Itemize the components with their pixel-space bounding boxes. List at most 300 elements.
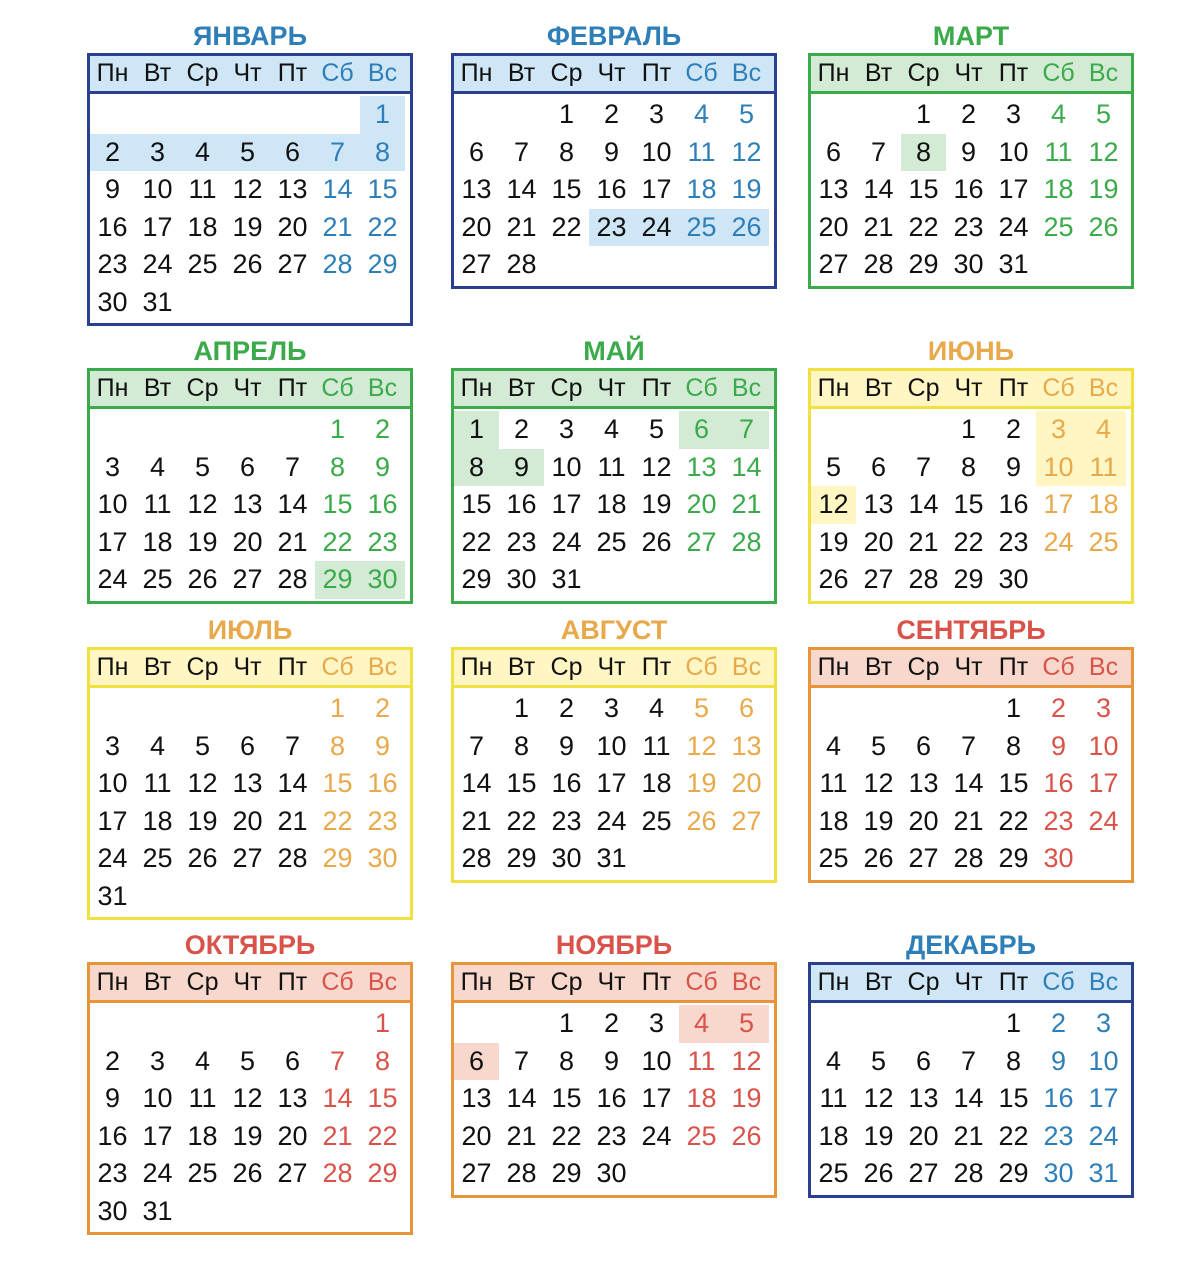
day-cell: 4 <box>693 99 710 129</box>
day-cell: 17 <box>97 805 128 836</box>
empty-cell <box>225 96 270 134</box>
weekday-label: Пн <box>96 59 129 87</box>
day-cell: 18 <box>641 768 672 798</box>
month-grid <box>808 962 1134 1198</box>
day-cell: 28 <box>461 843 492 873</box>
weekday-header <box>811 650 1131 688</box>
day-cell: 17 <box>641 1083 672 1113</box>
day-cell: 1 <box>915 99 932 129</box>
empty-cell <box>360 1193 405 1231</box>
day-cell: 1 <box>558 1008 575 1038</box>
week-row <box>811 411 1131 449</box>
day-cell: 7 <box>960 730 977 761</box>
day-cell: 14 <box>461 768 492 798</box>
day-cell: 24 <box>142 1158 173 1188</box>
weekday-label: Вс <box>367 59 398 87</box>
week-row <box>454 840 774 878</box>
weekday-header <box>454 650 774 688</box>
week-row <box>811 728 1131 766</box>
week-row <box>454 411 774 449</box>
day-cell: 6 <box>915 1045 932 1076</box>
day-cell: 9 <box>1050 1045 1067 1076</box>
day-cell: 29 <box>322 843 353 873</box>
day-cell: 5 <box>648 414 665 444</box>
week-row <box>90 1005 410 1043</box>
day-cell: 2 <box>1050 693 1067 723</box>
day-cell: 24 <box>1088 1120 1119 1151</box>
empty-cell <box>634 840 679 878</box>
weekday-label: Сб <box>685 968 718 996</box>
day-cell: 16 <box>1043 768 1074 798</box>
day-cell: 14 <box>731 451 762 482</box>
day-cell: 26 <box>232 1158 263 1188</box>
empty-cell <box>634 561 679 599</box>
day-cell: 12 <box>863 768 894 798</box>
day-cell: 15 <box>322 489 353 519</box>
day-cell: 12 <box>187 489 218 519</box>
day-cell: 8 <box>454 449 499 487</box>
day-cell: 18 <box>1088 489 1119 519</box>
day-cell: 14 <box>322 174 353 204</box>
weekday-label: Сб <box>321 374 354 402</box>
day-cell: 21 <box>953 805 984 836</box>
week-row <box>811 1080 1131 1118</box>
empty-cell <box>856 1005 901 1043</box>
week-row <box>454 1118 774 1156</box>
week-row <box>811 486 1131 524</box>
day-cell: 4 <box>149 730 166 761</box>
empty-cell <box>180 690 225 728</box>
empty-cell <box>315 284 360 322</box>
weekday-header <box>811 965 1131 1003</box>
week-row <box>90 246 410 284</box>
month-title: ФЕВРАЛЬ <box>546 21 682 51</box>
day-cell: 28 <box>277 843 308 873</box>
week-row <box>454 524 774 562</box>
day-cell: 8 <box>1005 730 1022 761</box>
day-cell: 22 <box>551 1120 582 1151</box>
month-grid <box>87 647 413 920</box>
weekday-label: Чт <box>954 59 983 87</box>
day-cell: 30 <box>596 1158 627 1188</box>
day-cell: 9 <box>1005 451 1022 482</box>
day-cell: 16 <box>596 1083 627 1113</box>
day-cell: 27 <box>731 805 762 836</box>
day-cell: 19 <box>731 174 762 204</box>
day-cell: 13 <box>686 451 717 482</box>
weekday-label: Пт <box>641 653 672 681</box>
month-title: НОЯБРЬ <box>555 930 673 960</box>
empty-cell <box>724 840 769 878</box>
day-cell: 3 <box>104 730 121 761</box>
week-row <box>811 840 1131 878</box>
day-cell: 29 <box>551 1158 582 1188</box>
day-cell: 13 <box>232 489 263 519</box>
day-cell: 7 <box>284 730 301 761</box>
day-cell: 13 <box>731 730 762 761</box>
day-cell: 19 <box>1088 174 1119 204</box>
day-cell: 25 <box>641 805 672 836</box>
empty-cell <box>634 246 679 284</box>
empty-cell <box>180 284 225 322</box>
empty-cell <box>811 96 856 134</box>
day-cell: 3 <box>149 1045 166 1076</box>
empty-cell <box>225 1193 270 1231</box>
day-cell: 22 <box>322 526 353 557</box>
day-cell: 6 <box>270 134 315 172</box>
week-row <box>90 134 410 172</box>
day-cell: 3 <box>558 414 575 444</box>
day-cell: 20 <box>461 211 492 242</box>
day-cell: 6 <box>870 451 887 482</box>
day-cell: 24 <box>641 1120 672 1151</box>
day-cell: 10 <box>142 1083 173 1113</box>
weekday-label: Вс <box>1088 59 1119 87</box>
day-cell: 16 <box>551 768 582 798</box>
day-cell: 24 <box>97 564 128 594</box>
weekday-label: Чт <box>233 374 262 402</box>
day-cell: 16 <box>367 768 398 798</box>
day-cell: 23 <box>97 249 128 279</box>
day-cell: 17 <box>641 174 672 204</box>
weekday-label: Пн <box>460 968 493 996</box>
day-cell: 18 <box>187 211 218 242</box>
day-cell: 10 <box>1088 1045 1119 1076</box>
day-cell: 10 <box>97 489 128 519</box>
weekday-label: Вт <box>143 59 172 87</box>
day-cell: 1 <box>454 411 499 449</box>
month-title: ИЮЛЬ <box>207 615 293 645</box>
day-cell: 7 <box>513 136 530 167</box>
day-cell: 14 <box>506 174 537 204</box>
day-cell: 28 <box>277 564 308 594</box>
day-cell: 19 <box>686 768 717 798</box>
day-cell: 8 <box>901 134 946 172</box>
empty-cell <box>811 411 856 449</box>
empty-cell <box>90 411 135 449</box>
weekday-label: Вс <box>367 374 398 402</box>
day-cell: 25 <box>142 843 173 873</box>
empty-cell <box>270 96 315 134</box>
empty-cell <box>589 561 634 599</box>
day-cell: 29 <box>998 1158 1029 1188</box>
day-cell: 19 <box>731 1083 762 1113</box>
day-cell: 9 <box>104 174 121 204</box>
empty-cell <box>724 246 769 284</box>
empty-cell <box>1036 246 1081 284</box>
day-cell: 17 <box>97 526 128 557</box>
empty-cell <box>901 1005 946 1043</box>
week-row <box>454 96 774 134</box>
weekday-label: Пн <box>460 653 493 681</box>
weekday-label: Вт <box>864 653 893 681</box>
month-grid <box>451 647 777 883</box>
day-cell: 22 <box>908 211 939 242</box>
weekday-label: Чт <box>597 374 626 402</box>
day-cell: 25 <box>187 249 218 279</box>
day-cell: 19 <box>863 1120 894 1151</box>
day-cell: 11 <box>1081 449 1126 487</box>
day-cell: 15 <box>551 1083 582 1113</box>
empty-cell <box>1036 561 1081 599</box>
empty-cell <box>270 1005 315 1043</box>
day-cell: 22 <box>998 1120 1029 1151</box>
day-cell: 12 <box>1088 136 1119 167</box>
week-row <box>811 1118 1131 1156</box>
day-cell: 1 <box>1005 1008 1022 1038</box>
weekday-label: Вс <box>1088 653 1119 681</box>
weekday-label: Вс <box>367 653 398 681</box>
day-cell: 7 <box>724 411 769 449</box>
empty-cell <box>270 284 315 322</box>
empty-cell <box>901 690 946 728</box>
weekday-label: Сб <box>1042 59 1075 87</box>
weekday-label: Ср <box>907 968 940 996</box>
day-cell: 27 <box>232 843 263 873</box>
day-cell: 18 <box>596 489 627 519</box>
day-cell: 25 <box>686 1120 717 1151</box>
day-cell: 11 <box>1044 136 1073 167</box>
day-cell: 27 <box>461 1158 492 1188</box>
day-cell: 8 <box>1005 1045 1022 1076</box>
day-cell: 15 <box>322 768 353 798</box>
day-cell: 29 <box>506 843 537 873</box>
day-cell: 29 <box>367 249 398 279</box>
day-cell: 8 <box>329 451 346 482</box>
weekday-label: Вт <box>507 968 536 996</box>
month-grid <box>808 368 1134 604</box>
week-row <box>454 449 774 487</box>
day-cell: 27 <box>277 249 308 279</box>
day-cell: 17 <box>1088 1083 1119 1113</box>
day-cell: 10 <box>596 730 627 761</box>
weekday-label: Пт <box>277 968 308 996</box>
week-row <box>454 246 774 284</box>
day-cell: 4 <box>1081 411 1126 449</box>
day-cell: 7 <box>284 451 301 482</box>
week-row <box>811 1043 1131 1081</box>
day-cell: 10 <box>641 136 672 167</box>
empty-cell <box>180 1193 225 1231</box>
day-cell: 23 <box>551 805 582 836</box>
day-cell: 3 <box>1095 1008 1112 1038</box>
day-cell: 20 <box>731 768 762 798</box>
day-cell: 19 <box>863 805 894 836</box>
empty-cell <box>90 690 135 728</box>
day-cell: 28 <box>506 1158 537 1188</box>
day-cell: 31 <box>998 249 1029 279</box>
week-row <box>90 803 410 841</box>
day-cell: 3 <box>1095 693 1112 723</box>
day-cell: 21 <box>277 805 308 836</box>
day-cell: 24 <box>596 805 627 836</box>
day-cell: 5 <box>693 693 710 723</box>
weekday-label: Ср <box>186 653 219 681</box>
day-cell: 26 <box>731 1120 762 1151</box>
weekday-label: Вс <box>731 968 762 996</box>
weekday-label: Чт <box>597 59 626 87</box>
day-cell: 3 <box>135 134 180 172</box>
week-row <box>454 803 774 841</box>
week-row <box>454 171 774 209</box>
week-row <box>90 878 410 916</box>
day-cell: 11 <box>687 1045 716 1076</box>
day-cell: 14 <box>506 1083 537 1113</box>
week-row <box>811 1155 1131 1193</box>
day-cell: 6 <box>738 693 755 723</box>
day-cell: 23 <box>367 526 398 557</box>
empty-cell <box>679 840 724 878</box>
day-cell: 5 <box>825 451 842 482</box>
day-cell: 23 <box>97 1158 128 1188</box>
empty-cell <box>946 1005 991 1043</box>
day-cell: 1 <box>513 693 530 723</box>
weekday-label: Вс <box>1088 968 1119 996</box>
weekday-label: Пн <box>817 59 850 87</box>
month-grid <box>87 368 413 604</box>
day-cell: 30 <box>360 561 405 599</box>
day-cell: 29 <box>461 564 492 594</box>
week-row <box>90 765 410 803</box>
day-cell: 8 <box>960 451 977 482</box>
day-cell: 23 <box>596 1120 627 1151</box>
day-cell: 4 <box>194 1045 211 1076</box>
day-cell: 9 <box>104 1083 121 1113</box>
day-cell: 2 <box>960 99 977 129</box>
day-cell: 23 <box>953 211 984 242</box>
weekday-label: Пт <box>998 59 1029 87</box>
day-cell: 30 <box>367 843 398 873</box>
day-cell: 4 <box>180 134 225 172</box>
month-title: ЯНВАРЬ <box>193 21 307 51</box>
month-grid <box>451 53 777 289</box>
day-cell: 10 <box>1036 449 1081 487</box>
weekday-label: Вт <box>507 653 536 681</box>
month-grid <box>808 53 1134 289</box>
day-cell: 16 <box>97 211 128 242</box>
weekday-label: Сб <box>321 968 354 996</box>
day-cell: 11 <box>642 730 671 761</box>
day-cell: 5 <box>194 451 211 482</box>
day-cell: 8 <box>360 134 405 172</box>
day-cell: 22 <box>998 805 1029 836</box>
day-cell: 1 <box>329 414 346 444</box>
day-cell: 9 <box>960 136 977 167</box>
empty-cell <box>724 561 769 599</box>
empty-cell <box>811 1005 856 1043</box>
month-title: АВГУСТ <box>560 615 668 645</box>
day-cell: 27 <box>232 564 263 594</box>
day-cell: 28 <box>322 1158 353 1188</box>
day-cell: 2 <box>90 134 135 172</box>
weekday-label: Пт <box>277 59 308 87</box>
day-cell: 23 <box>1043 805 1074 836</box>
day-cell: 21 <box>731 489 762 519</box>
weekday-label: Пн <box>96 653 129 681</box>
weekday-label: Пт <box>277 374 308 402</box>
day-cell: 22 <box>461 526 492 557</box>
day-cell: 22 <box>506 805 537 836</box>
day-cell: 14 <box>953 768 984 798</box>
weekday-label: Пт <box>998 653 1029 681</box>
day-cell: 26 <box>232 249 263 279</box>
week-row <box>90 284 410 322</box>
day-cell: 28 <box>953 843 984 873</box>
weekday-label: Сб <box>685 653 718 681</box>
week-row <box>811 803 1131 841</box>
day-cell: 9 <box>499 449 544 487</box>
day-cell: 12 <box>863 1083 894 1113</box>
day-cell: 25 <box>818 1158 849 1188</box>
day-cell: 19 <box>232 1120 263 1151</box>
day-cell: 23 <box>589 209 634 247</box>
weekday-label: Пт <box>641 374 672 402</box>
weekday-header <box>90 371 410 409</box>
month-title: АПРЕЛЬ <box>193 336 307 366</box>
empty-cell <box>634 1155 679 1193</box>
day-cell: 24 <box>97 843 128 873</box>
weekday-label: Вт <box>864 374 893 402</box>
day-cell: 24 <box>634 209 679 247</box>
day-cell: 29 <box>315 561 360 599</box>
day-cell: 21 <box>863 211 894 242</box>
day-cell: 31 <box>97 880 128 911</box>
empty-cell <box>544 246 589 284</box>
day-cell: 6 <box>915 730 932 761</box>
day-cell: 23 <box>506 526 537 557</box>
weekday-label: Сб <box>321 653 354 681</box>
day-cell: 20 <box>818 211 849 242</box>
week-row <box>811 246 1131 284</box>
day-cell: 19 <box>818 526 849 557</box>
day-cell: 4 <box>149 451 166 482</box>
day-cell: 9 <box>1050 730 1067 761</box>
day-cell: 10 <box>142 174 173 204</box>
weekday-label: Вт <box>507 374 536 402</box>
month-grid <box>808 647 1134 883</box>
day-cell: 28 <box>953 1158 984 1188</box>
day-cell: 1 <box>960 414 977 444</box>
day-cell: 6 <box>679 411 724 449</box>
day-cell: 30 <box>998 564 1029 594</box>
weekday-header <box>454 56 774 94</box>
day-cell: 20 <box>908 805 939 836</box>
day-cell: 7 <box>915 451 932 482</box>
day-cell: 9 <box>558 730 575 761</box>
day-cell: 8 <box>558 1045 575 1076</box>
day-cell: 22 <box>953 526 984 557</box>
weekday-label: Вс <box>367 968 398 996</box>
day-cell: 25 <box>679 209 724 247</box>
weekday-label: Сб <box>1042 653 1075 681</box>
day-cell: 1 <box>360 96 405 134</box>
weekday-label: Сб <box>685 59 718 87</box>
day-cell: 12 <box>187 768 218 798</box>
day-cell: 30 <box>97 286 128 317</box>
weekday-label: Чт <box>954 968 983 996</box>
day-cell: 11 <box>819 768 848 798</box>
weekday-label: Пн <box>460 59 493 87</box>
weekday-label: Ср <box>186 374 219 402</box>
week-row <box>454 486 774 524</box>
day-cell: 17 <box>551 489 582 519</box>
month-title: МАЙ <box>583 336 645 366</box>
weekday-label: Ср <box>550 968 583 996</box>
day-cell: 8 <box>374 1045 391 1076</box>
week-row <box>811 561 1131 599</box>
empty-cell <box>315 96 360 134</box>
week-row <box>90 728 410 766</box>
